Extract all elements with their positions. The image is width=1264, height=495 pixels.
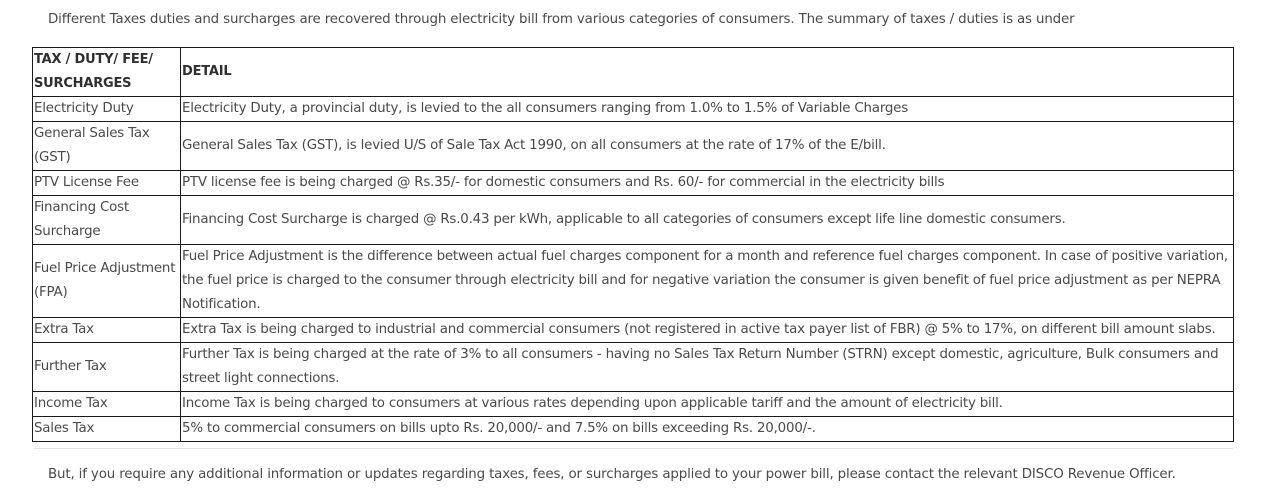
- tax-detail-cell: Further Tax is being charged at the rate of 3% to all consumers - having no Sales Tax Return Number (STRN) except domestic, agriculture, Bulk consumers and street light connections.: [181, 343, 1234, 392]
- tax-detail-cell: Electricity Duty, a provincial duty, is levied to the all consumers ranging from 1.0% to 1.5% of Variable Charges: [181, 97, 1234, 122]
- table-row: [33, 196, 1234, 245]
- table-row: [33, 97, 1234, 122]
- table-row: [33, 171, 1234, 196]
- intro-paragraph: Different Taxes duties and surcharges are recovered through electricity bill from various categories of consumers. The summary of taxes / duties is as under: [48, 12, 1075, 27]
- table-row: [33, 318, 1234, 343]
- tax-summary-table: [32, 47, 1234, 442]
- tax-detail-cell: Fuel Price Adjustment is the difference between actual fuel charges component for a month and reference fuel charges component. In case of positive variation, the fuel price is charged to the consumer through electricity bill and for negative variation the consumer is given benefit of fuel price adjustment as per NEPRA Notification.: [181, 245, 1234, 318]
- tax-detail-cell: 5% to commercial consumers on bills upto Rs. 20,000/- and 7.5% on bills exceeding Rs. 20,000/-.: [181, 417, 1234, 442]
- table-row: [33, 392, 1234, 417]
- outro-paragraph: But, if you require any additional information or updates regarding taxes, fees, or surcharges applied to your power bill, please contact the relevant DISCO Revenue Officer.: [48, 467, 1176, 482]
- tax-name-cell: Further Tax: [33, 343, 181, 392]
- tax-name-cell: Extra Tax: [33, 318, 181, 343]
- tax-name-cell: PTV License Fee: [33, 171, 181, 196]
- tax-detail-cell: PTV license fee is being charged @ Rs.35/- for domestic consumers and Rs. 60/- for commercial in the electricity bills: [181, 171, 1234, 196]
- section-divider: [34, 448, 1233, 449]
- table-row: [33, 417, 1234, 442]
- tax-detail-cell: Financing Cost Surcharge is charged @ Rs.0.43 per kWh, applicable to all categories of consumers except life line domestic consumers.: [181, 196, 1234, 245]
- table-header-row: [33, 48, 1234, 97]
- tax-detail-cell: Income Tax is being charged to consumers at various rates depending upon applicable tariff and the amount of electricity bill.: [181, 392, 1234, 417]
- header-tax-duty: TAX / DUTY/ FEE/ SURCHARGES: [33, 48, 181, 97]
- tax-name-cell: Fuel Price Adjustment (FPA): [33, 245, 181, 318]
- table-row: [33, 343, 1234, 392]
- tax-name-cell: Sales Tax: [33, 417, 181, 442]
- tax-detail-cell: General Sales Tax (GST), is levied U/S of Sale Tax Act 1990, on all consumers at the rate of 17% of the E/bill.: [181, 122, 1234, 171]
- tax-name-cell: Income Tax: [33, 392, 181, 417]
- tax-detail-cell: Extra Tax is being charged to industrial and commercial consumers (not registered in active tax payer list of FBR) @ 5% to 17%, on different bill amount slabs.: [181, 318, 1234, 343]
- table-row: [33, 122, 1234, 171]
- table-row: [33, 245, 1234, 318]
- header-detail: DETAIL: [181, 48, 1234, 97]
- tax-name-cell: General Sales Tax (GST): [33, 122, 181, 171]
- tax-name-cell: Electricity Duty: [33, 97, 181, 122]
- tax-name-cell: Financing Cost Surcharge: [33, 196, 181, 245]
